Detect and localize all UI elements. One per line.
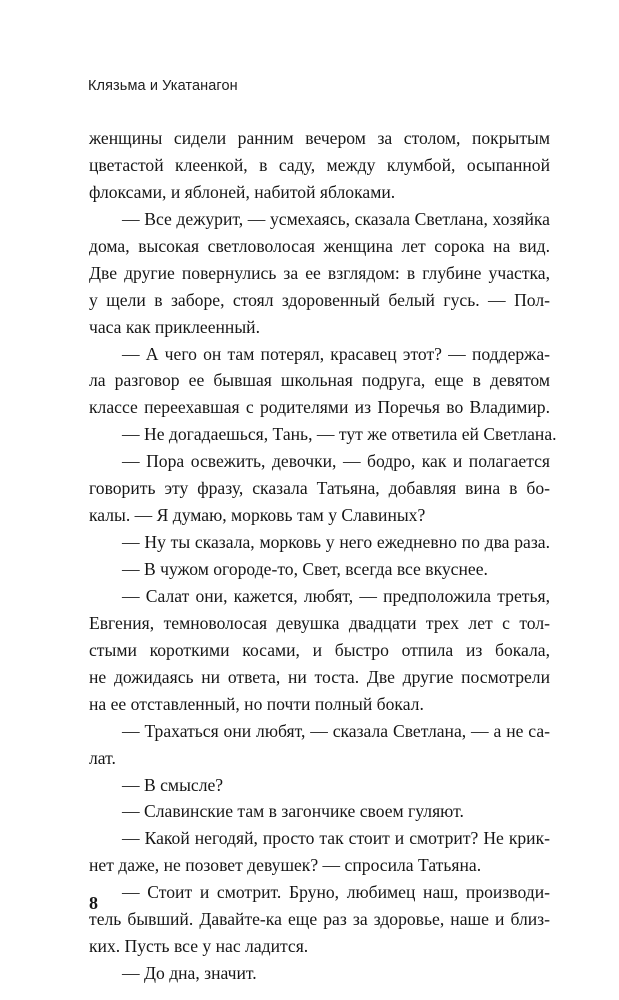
text-line: дома, высокая светловолосая женщина лет сорока на вид.: [89, 235, 550, 256]
text-line: ких. Пусть все у нас ладится.: [89, 936, 309, 957]
text-line: на ее отставленный, но почти полный бокал.: [89, 693, 424, 714]
text-line: женщины сидели ранним вечером за столом, покрытым: [89, 128, 550, 148]
page-number: 8: [89, 893, 98, 913]
text-line: не дожидаясь ни ответа, ни тоста. Две другие посмотрели: [89, 666, 550, 687]
text-line: у щели в заборе, стоял здоровенный белый гусь. — Пол-: [89, 289, 550, 310]
paragraph-first-line: — В чужом огороде-то, Свет, всегда все вкуснее.: [122, 559, 488, 579]
text-line: ла разговор ее бывшая школьная подруга, еще в девятом: [89, 370, 550, 391]
text-line: стыми короткими косами, и быстро отпила из бокала,: [89, 639, 550, 660]
running-title: Клязьма и Укатанагон: [88, 78, 238, 94]
text-line: цветастой клеенкой, в саду, между клумбой, осыпанной: [89, 154, 550, 175]
paragraph-first-line: — Какой негодяй, просто так стоит и смотрит? Не крик-: [122, 828, 550, 849]
text-line: калы. — Я думаю, морковь там у Славиных?: [89, 505, 426, 526]
text-line: лат.: [89, 747, 116, 768]
text-line: говорить эту фразу, сказала Татьяна, добавляя вина в бо-: [89, 478, 550, 499]
paragraph-first-line: — Ну ты сказала, морковь у него ежедневно по два раза.: [122, 532, 550, 553]
text-line: часа как приклеенный.: [89, 316, 260, 337]
paragraph-first-line: — Все дежурит, — усмехаясь, сказала Светлана, хозяйка: [122, 208, 550, 229]
paragraph-first-line: — Стоит и смотрит. Бруно, любимец наш, производи-: [122, 882, 550, 903]
body-text: [89, 125, 557, 987]
text-line: флоксами, и яблоней, набитой яблоками.: [89, 181, 396, 202]
paragraph-first-line: — До дна, значит.: [122, 963, 257, 984]
paragraph-first-line: — Пора освежить, девочки, — бодро, как и полагается: [122, 451, 550, 472]
paragraph-first-line: — Салат они, кажется, любят, — предположила третья,: [122, 585, 550, 606]
text-line: классе переехавшая с родителями из Поречья во Владимир.: [89, 397, 550, 418]
paragraph-first-line: — Не догадаешься, Тань, — тут же ответила ей Светлана.: [122, 424, 557, 445]
text-line: Две другие повернулись за ее взглядом: в глубине участка,: [89, 262, 550, 283]
text-line: нет даже, не позовет девушек? — спросила Татьяна.: [89, 855, 482, 876]
text-line: тель бывший. Давайте-ка еще раз за здоровье, наше и близ-: [89, 909, 550, 930]
paragraph-first-line: — А чего он там потерял, красавец этот? — поддержа-: [122, 343, 550, 364]
paragraph-first-line: — В смысле?: [122, 774, 224, 795]
paragraph-first-line: — Трахаться они любят, — сказала Светлана, — а не са-: [122, 720, 550, 741]
paragraph-first-line: — Славинские там в загончике своем гуляют.: [122, 801, 464, 822]
text-line: Евгения, темноволосая девушка двадцати трех лет с тол-: [89, 612, 550, 633]
